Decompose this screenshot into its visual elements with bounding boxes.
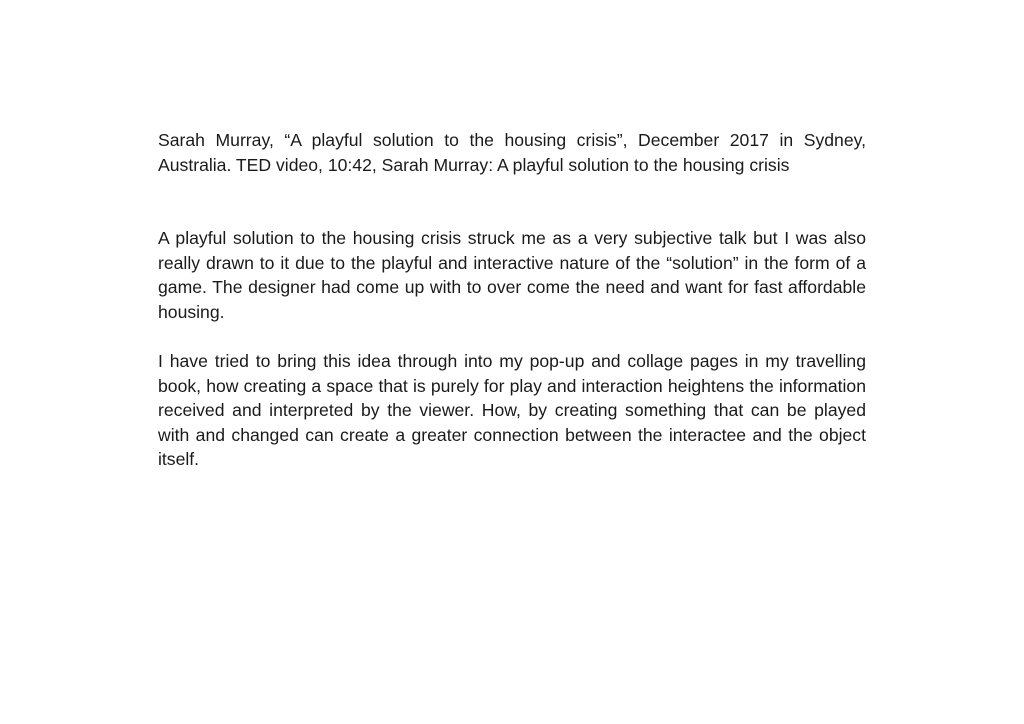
body-paragraph-1: A playful solution to the housing crisis struck me as a very subjective talk but I was also really drawn to it due to the playful and interactive nature of the “solution” in the form of a game. The designer had come up with to over come the need and want for fast affordable housing. bbox=[158, 228, 866, 322]
body-paragraph-2: I have tried to bring this idea through into my pop-up and collage pages in my travelling book, how creating a space that is purely for play and interaction heightens the information received and interpreted by the viewer. How, by creating something that can be played with and changed can create a greater connection between the interactee and the object itself. bbox=[158, 351, 866, 470]
text-block bbox=[158, 128, 866, 472]
citation-text: Sarah Murray, “A playful solution to the housing crisis”, December 2017 in Sydney, Australia. TED video, 10:42, Sarah Murray: A playful solution to the housing crisis bbox=[158, 130, 866, 175]
